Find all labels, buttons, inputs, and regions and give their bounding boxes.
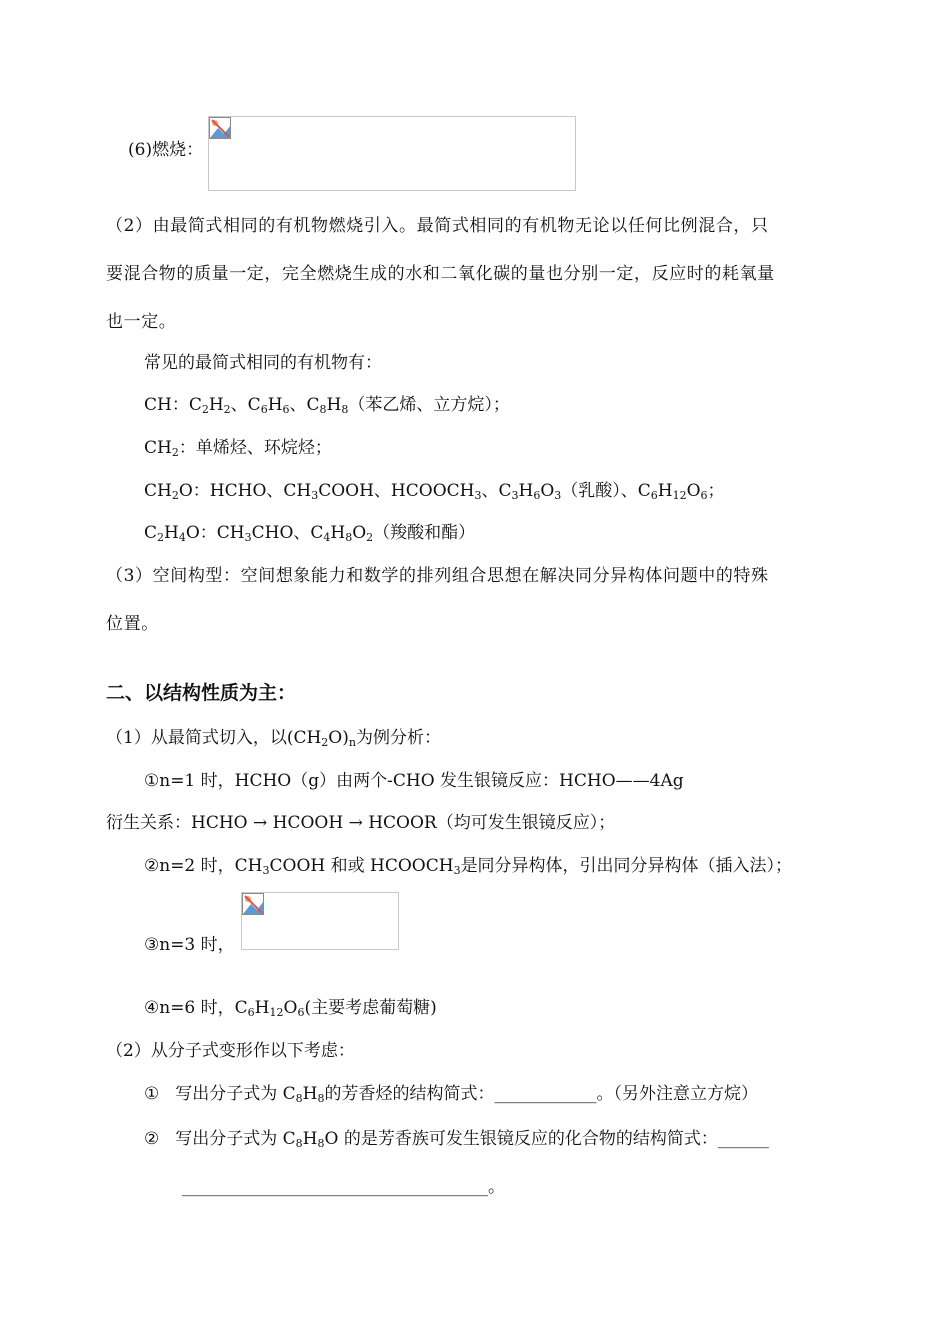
ch2o-line: $CH_2O$：HCHO、$CH_3COOH$、$HCOOCH_3$、$C_3H_6O_3$（乳酸）、$C_6H_{12}O_6$； [144,481,725,502]
c2h4o-line: $C_2H_4O$：$CH_3CHO$、$C_4H_8O_2$（羧酸和酯） [144,523,476,544]
derive-line: 衍生关系：HCHO → HCOOH → HCOOR（均可发生银镜反应）； [106,813,616,833]
n2-line: ②n=2 时，$CH_3COOH$ 和或 $HCOOCH_3$是同分异构体，引出同分异构体（插入法）； [144,856,793,877]
ch2-line: $CH_2$：单烯烃、环烷烃； [144,438,332,459]
broken-image-icon [242,893,264,915]
ch-line: CH：$C_2H_2$、$C_6H_6$、$C_8H_8$（苯乙烯、立方烷）； [144,395,510,416]
para2-line3: 也一定。 [106,312,177,332]
combustion-image [208,116,576,191]
q2-line: ② 写出分子式为 $C_8H_8O$ 的是芳香族可发生银镜反应的化合物的结构简式：______ [144,1129,769,1150]
broken-image-icon [209,117,231,139]
para3-line2: 位置。 [106,614,159,634]
n1-line: ①n=1 时，HCHO（g）由两个-CHO 发生银镜反应：HCHO——4Ag [144,771,684,791]
s1-title: （1）从最简式切入，以$(CH_2O)_n$为例分析： [106,728,441,749]
para2-line2: 要混合物的质量一定，完全燃烧生成的水和二氧化碳的量也分别一定，反应时的耗氧量 [106,264,775,284]
common-title: 常见的最简式相同的有机物有： [144,353,382,373]
n6-line: ④n=6 时，$C_6H_{12}O_6$(主要考虑葡萄糖) [144,998,437,1019]
s2-title: （2）从分子式变形作以下考虑： [106,1041,355,1061]
section-heading: 二、以结构性质为主： [106,682,297,704]
n3-line: ③n=3 时， [144,935,235,955]
n3-structure-image [241,892,399,950]
q2-continuation: ____________________________________。 [182,1177,505,1197]
q1-line: ① 写出分子式为 $C_8H_8$的芳香烃的结构简式：____________。（另外注意立方烷） [144,1084,758,1105]
para2-line1: （2）由最简式相同的有机物燃烧引入。最简式相同的有机物无论以任何比例混合，只 [106,216,769,236]
section6-label: (6)燃烧： [128,140,204,160]
para3-line1: （3）空间构型：空间想象能力和数学的排列组合思想在解决同分异构体问题中的特殊 [106,566,769,586]
